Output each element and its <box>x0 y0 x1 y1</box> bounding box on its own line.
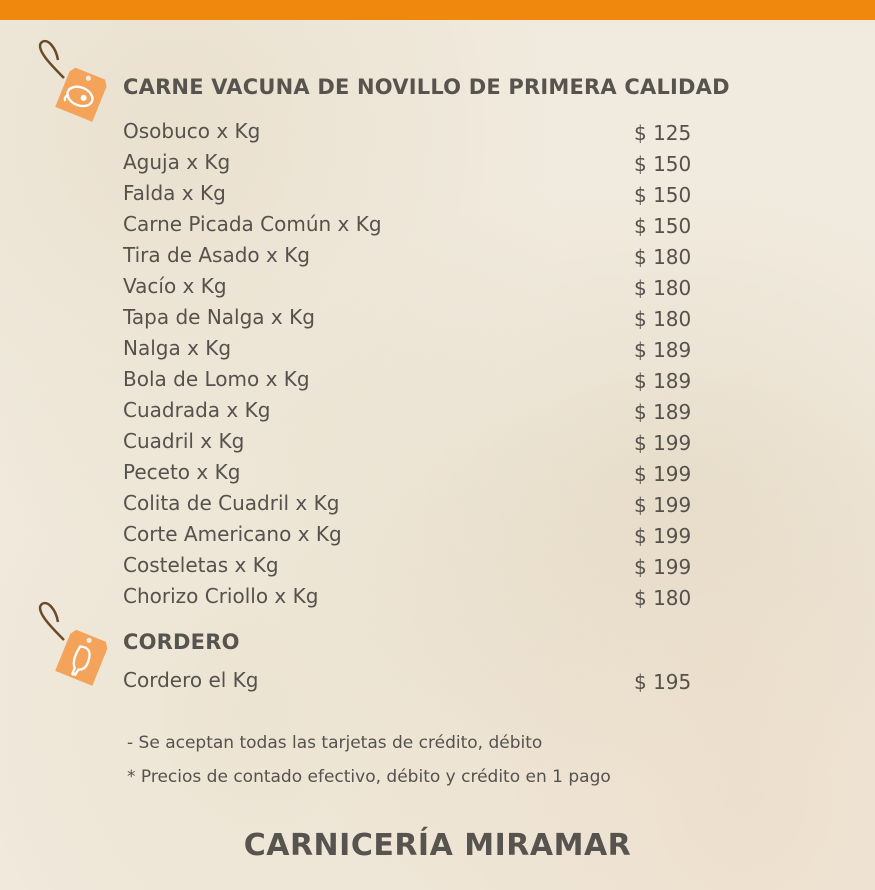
lamb-leg-tag-icon <box>34 600 114 692</box>
brand-name: CARNICERÍA MIRAMAR <box>243 828 632 863</box>
item-price: $ 199 <box>634 555 692 579</box>
top-accent-bar <box>0 0 875 20</box>
note-prices: * Precios de contado efectivo, débito y crédito en 1 pago <box>127 767 611 787</box>
item-price: $ 189 <box>634 400 692 424</box>
item-price: $ 180 <box>634 245 692 269</box>
item-name: Tira de Asado x Kg <box>123 243 311 267</box>
item-name: Nalga x Kg <box>123 336 232 360</box>
section-title-lamb: CORDERO <box>123 630 240 654</box>
item-name: Peceto x Kg <box>123 460 241 484</box>
item-name: Chorizo Criollo x Kg <box>123 584 319 608</box>
item-price: $ 125 <box>634 121 692 145</box>
item-name: Corte Americano x Kg <box>123 522 342 546</box>
list-item <box>123 119 693 150</box>
item-name: Falda x Kg <box>123 181 226 205</box>
item-name: Colita de Cuadril x Kg <box>123 491 340 515</box>
list-item <box>123 460 693 491</box>
item-price: $ 199 <box>634 431 692 455</box>
item-name: Tapa de Nalga x Kg <box>123 305 315 329</box>
list-item <box>123 553 693 584</box>
item-price: $ 195 <box>634 670 692 694</box>
item-price: $ 150 <box>634 152 692 176</box>
list-item <box>123 491 693 522</box>
item-price: $ 180 <box>634 276 692 300</box>
list-item <box>123 668 693 699</box>
item-price: $ 199 <box>634 493 692 517</box>
steak-tag-icon <box>34 38 114 128</box>
list-item <box>123 181 693 212</box>
section-title-beef: CARNE VACUNA DE NOVILLO DE PRIMERA CALIDAD <box>123 75 730 99</box>
list-item <box>123 584 693 615</box>
list-item <box>123 429 693 460</box>
item-price: $ 199 <box>634 462 692 486</box>
list-item <box>123 336 693 367</box>
item-name: Aguja x Kg <box>123 150 231 174</box>
item-price: $ 180 <box>634 586 692 610</box>
list-item <box>123 398 693 429</box>
list-item <box>123 243 693 274</box>
item-price: $ 150 <box>634 183 692 207</box>
item-name: Osobuco x Kg <box>123 119 261 143</box>
item-name: Vacío x Kg <box>123 274 227 298</box>
list-item <box>123 305 693 336</box>
item-price: $ 180 <box>634 307 692 331</box>
note-cards: - Se aceptan todas las tarjetas de crédito, débito <box>127 733 543 753</box>
item-price: $ 199 <box>634 524 692 548</box>
list-item <box>123 212 693 243</box>
list-item <box>123 522 693 553</box>
item-price: $ 150 <box>634 214 692 238</box>
item-name: Cordero el Kg <box>123 668 259 692</box>
item-name: Carne Picada Común x Kg <box>123 212 382 236</box>
item-name: Cuadril x Kg <box>123 429 245 453</box>
list-item <box>123 367 693 398</box>
item-name: Cuadrada x Kg <box>123 398 271 422</box>
item-price: $ 189 <box>634 369 692 393</box>
list-item <box>123 274 693 305</box>
item-name: Bola de Lomo x Kg <box>123 367 310 391</box>
item-name: Costeletas x Kg <box>123 553 279 577</box>
list-item <box>123 150 693 181</box>
item-price: $ 189 <box>634 338 692 362</box>
